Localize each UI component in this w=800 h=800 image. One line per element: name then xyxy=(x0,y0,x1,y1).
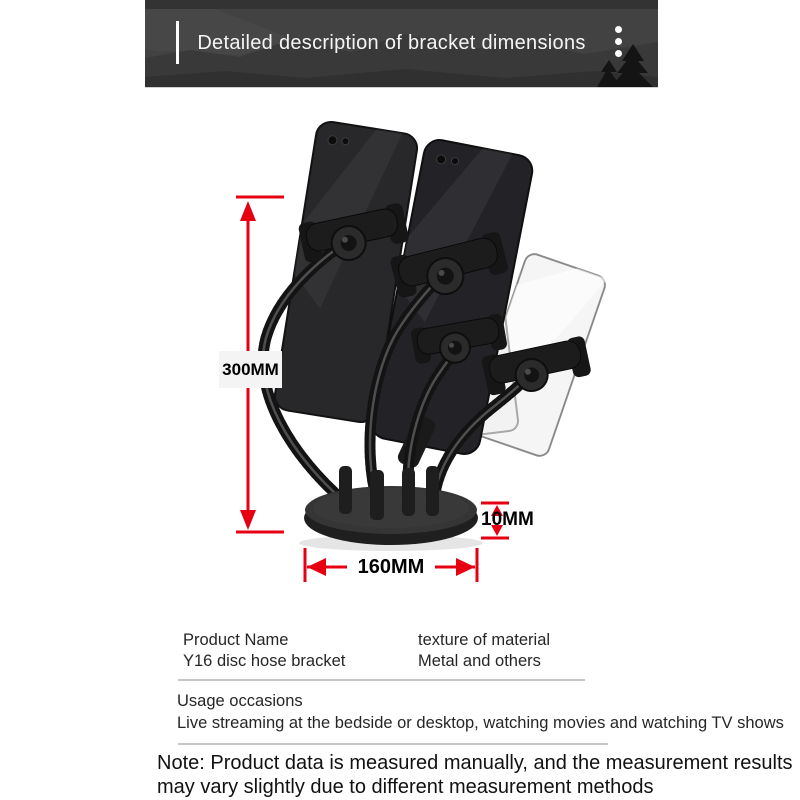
note-text: Note: Product data is measured manually, and the measurement results may vary slightly due to different measurement methods xyxy=(157,752,793,798)
height-dimension-label: 300MM xyxy=(219,351,282,388)
product-name-value: Y16 disc hose bracket xyxy=(183,652,346,670)
material-value: Metal and others xyxy=(418,652,541,670)
divider xyxy=(178,743,608,745)
diameter-dimension-label: 160MM xyxy=(347,554,435,580)
divider xyxy=(178,679,585,681)
page-title: Detailed description of bracket dimensions xyxy=(197,32,586,54)
material-label: texture of material xyxy=(418,631,551,649)
usage-label: Usage occasions xyxy=(177,692,303,710)
product-name-label: Product Name xyxy=(183,631,289,649)
thickness-dimension-label: 10MM xyxy=(481,509,534,530)
disc-base xyxy=(299,486,483,551)
usage-value: Live streaming at the bedside or desktop, watching movies and watching TV shows xyxy=(177,714,784,732)
camera-lens-icon xyxy=(341,137,349,145)
